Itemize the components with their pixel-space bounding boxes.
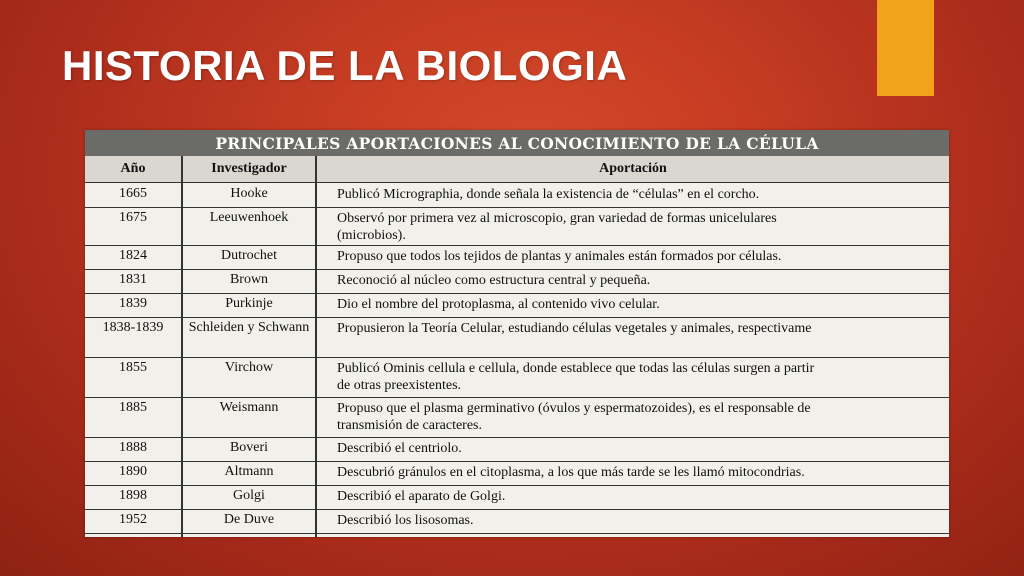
cell-year: 1665 [119, 186, 147, 201]
cell-contribution: Describió los lisosomas. [337, 513, 474, 528]
column-header-row [85, 156, 949, 183]
table-row [85, 437, 949, 462]
slide-title: HISTORIA DE LA BIOLOGIA [62, 42, 628, 89]
cell-investigator: Hooke [230, 186, 268, 201]
table-row [85, 485, 949, 510]
cell-contribution: Propuso que todos los tejidos de plantas y animales están formados por células. [337, 249, 782, 264]
column-header-contribution: Aportación [599, 161, 667, 176]
cell-contribution: Publicó Ominis cellula e cellula, donde establece que todas las células surgen a partir de otras preexistentes. [337, 361, 815, 393]
cell-year: 1890 [119, 464, 147, 479]
cell-year: 1838-1839 [102, 320, 164, 335]
accent-bar [877, 0, 934, 96]
cell-year: 1831 [119, 272, 147, 287]
cell-year: 1839 [119, 296, 147, 311]
cell-contribution: Dio el nombre del protoplasma, al contenido vivo celular. [337, 297, 660, 312]
cell-year: 1675 [119, 210, 147, 225]
cell-year: 1888 [119, 440, 147, 455]
table-row [85, 397, 949, 438]
cell-contribution: Propusieron la Teoría Celular, estudiando células vegetales y animales, respectivame [337, 321, 812, 336]
cell-investigator: Purkinje [225, 296, 273, 311]
table-row [85, 317, 949, 358]
cell-contribution: Descubrió gránulos en el citoplasma, a los que más tarde se les llamó mitocondrias. [337, 465, 805, 480]
table-row [85, 207, 949, 246]
cell-contribution: Describió el aparato de Golgi. [337, 489, 506, 504]
table-row [85, 183, 949, 208]
column-header-investigator: Investigador [211, 161, 287, 176]
cell-investigator: Boveri [229, 440, 269, 455]
cell-year: 1885 [119, 400, 147, 415]
cell-contribution: Publicó Micrographia, donde señala la existencia de “células” en el corcho. [337, 187, 760, 202]
cell-investigator: Altmann [224, 464, 274, 479]
cell-contribution: Describió el centriolo. [337, 441, 462, 456]
cell-investigator: Brown [229, 272, 269, 287]
table-title: PRINCIPALES APORTACIONES AL CONOCIMIENTO DE LA CÉLULA [85, 130, 949, 156]
table-row [85, 293, 949, 318]
cell-year: 1824 [119, 248, 147, 263]
cell-year: 1855 [119, 360, 147, 375]
cell-investigator: Dutrochet [221, 248, 277, 263]
table-row [85, 509, 949, 534]
cell-year: 1952 [119, 512, 147, 527]
cell-investigator: Leeuwenhoek [209, 210, 289, 225]
column-divider [315, 156, 317, 537]
cell-investigator: Golgi [233, 488, 265, 503]
table-row [85, 461, 949, 486]
cell-investigator: Virchow [224, 360, 274, 375]
table-row [85, 357, 949, 398]
cell-investigator: Weismann [219, 400, 279, 415]
column-header-year: Año [120, 161, 146, 176]
cell-contribution: Observó por primera vez al microscopio, gran variedad de formas unicelulares (microbios). [337, 211, 777, 243]
cell-investigator: Schleiden y Schwann [188, 320, 310, 335]
cell-year: 1898 [119, 488, 147, 503]
table-row [85, 269, 949, 294]
table-row [85, 245, 949, 270]
column-divider [181, 156, 183, 537]
scanned-table-image [85, 130, 949, 537]
cell-contribution: Propuso que el plasma germinativo (óvulos y espermatozoides), es el responsable de transmisión de caracteres. [337, 401, 811, 433]
cell-investigator: De Duve [223, 512, 275, 527]
cell-contribution: Reconoció al núcleo como estructura central y pequeña. [337, 273, 651, 288]
